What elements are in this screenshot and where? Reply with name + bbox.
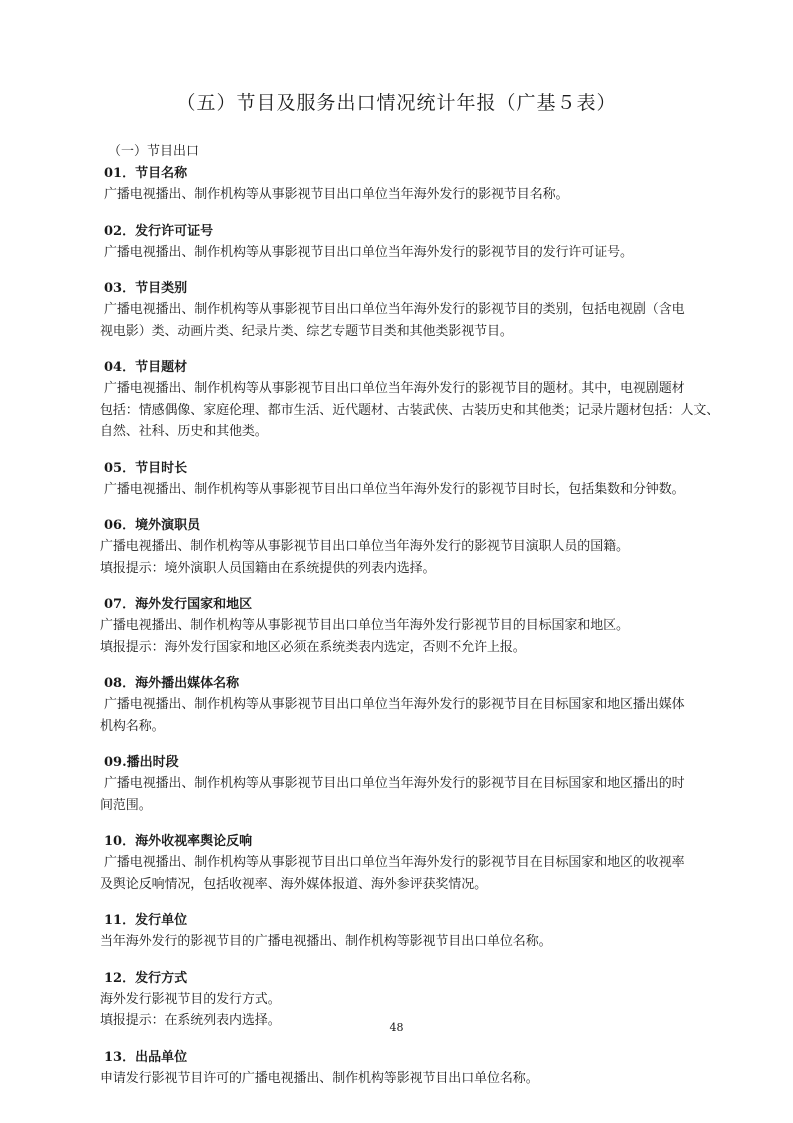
definition-entry xyxy=(100,1047,734,1090)
entry-text-line: 广播电视播出、制作机构等从事影视节目出口单位当年海外发行的影视节目在目标国家和地区播出的时 xyxy=(104,776,685,791)
definition-entry xyxy=(100,594,734,658)
definition-entry xyxy=(104,458,734,501)
entry-text-line: 填报提示：境外演职人员国籍由在系统提供的列表内选择。 xyxy=(100,560,436,576)
entry-text-line: 广播电视播出、制作机构等从事影视节目出口单位当年海外发行的影视节目的发行许可证号。 xyxy=(104,244,633,260)
entry-text-line: 填报提示：在系统列表内选择。 xyxy=(100,1013,281,1028)
entry-text-line: 包括：情感偶像、家庭伦理、都市生活、近代题材、古装武侠、古装历史和其他类；记录片题材包括：人文、 xyxy=(100,402,720,418)
definition-entry xyxy=(104,221,734,264)
entry-text-line: 广播电视播出、制作机构等从事影视节目出口单位当年海外发行影视节目的目标国家和地区。 xyxy=(100,618,629,633)
entry-text-line: 填报提示：海外发行国家和地区必须在系统类表内选定，否则不允许上报。 xyxy=(100,639,526,655)
page-title: （五）节目及服务出口情况统计年报（广基５表） xyxy=(176,92,617,114)
entry-text-line: 广播电视播出、制作机构等从事影视节目出口单位当年海外发行的影视节目名称。 xyxy=(104,187,569,202)
entry-title: 07．海外发行国家和地区 xyxy=(104,597,253,612)
definition-entry xyxy=(100,278,734,342)
entry-text-line: 机构名称。 xyxy=(100,718,165,734)
entry-text-line: 广播电视播出、制作机构等从事影视节目出口单位当年海外发行的影视节目时长，包括集数和分钟数。 xyxy=(104,481,685,497)
entry-title: 01．节目名称 xyxy=(104,166,188,181)
entry-title: 12．发行方式 xyxy=(104,970,188,986)
entry-text-line: 间范围。 xyxy=(100,797,152,813)
page-number: 48 xyxy=(389,1021,404,1034)
entry-text-line: 海外发行影视节目的发行方式。 xyxy=(100,991,281,1007)
entry-title: 13．出品单位 xyxy=(104,1049,188,1065)
entry-title: 02．发行许可证号 xyxy=(104,223,214,239)
definition-entry xyxy=(100,752,734,816)
definition-entry xyxy=(100,910,734,953)
definition-entry xyxy=(104,163,734,206)
entry-text-line: 广播电视播出、制作机构等从事影视节目出口单位当年海外发行的影视节目演职人员的国籍。 xyxy=(100,539,629,554)
entry-text-line: 当年海外发行的影视节目的广播电视播出、制作机构等影视节目出口单位名称。 xyxy=(100,934,552,949)
definition-entry xyxy=(100,515,734,579)
entry-text-line: 及舆论反响情况，包括收视率、海外媒体报道、海外参评获奖情况。 xyxy=(100,876,488,892)
entry-title: 09.播出时段 xyxy=(104,755,179,770)
definition-entry xyxy=(100,673,734,737)
entry-title: 10．海外收视率舆论反响 xyxy=(104,834,253,849)
entry-title: 04．节目题材 xyxy=(104,360,188,375)
entry-text-line: 广播电视播出、制作机构等从事影视节目出口单位当年海外发行的影视节目在目标国家和地区播出媒体 xyxy=(104,697,685,712)
entry-text-line: 申请发行影视节目许可的广播电视播出、制作机构等影视节目出口单位名称。 xyxy=(100,1070,539,1086)
definition-entry xyxy=(100,831,734,895)
entry-text-line: 自然、社科、历史和其他类。 xyxy=(100,424,268,439)
entry-title: 05．节目时长 xyxy=(104,460,188,476)
entry-title: 03．节目类别 xyxy=(104,281,188,296)
section-heading: （一）节目出口 xyxy=(108,144,200,159)
definition-entry xyxy=(100,357,734,443)
entry-title: 11．发行单位 xyxy=(104,913,188,928)
entry-text-line: 广播电视播出、制作机构等从事影视节目出口单位当年海外发行的影视节目的题材。其中，电视剧题材 xyxy=(104,381,685,396)
entry-text-line: 广播电视播出、制作机构等从事影视节目出口单位当年海外发行的影视节目的类别，包括电视剧（含电 xyxy=(104,302,685,317)
entry-list xyxy=(100,163,734,1104)
entry-title: 06．境外演职员 xyxy=(104,518,201,533)
entry-text-line: 广播电视播出、制作机构等从事影视节目出口单位当年海外发行的影视节目在目标国家和地区的收视率 xyxy=(104,855,685,870)
entry-title: 08．海外播出媒体名称 xyxy=(104,676,240,691)
entry-text-line: 视电影）类、动画片类、纪录片类、综艺专题节目类和其他类影视节目。 xyxy=(100,323,513,339)
